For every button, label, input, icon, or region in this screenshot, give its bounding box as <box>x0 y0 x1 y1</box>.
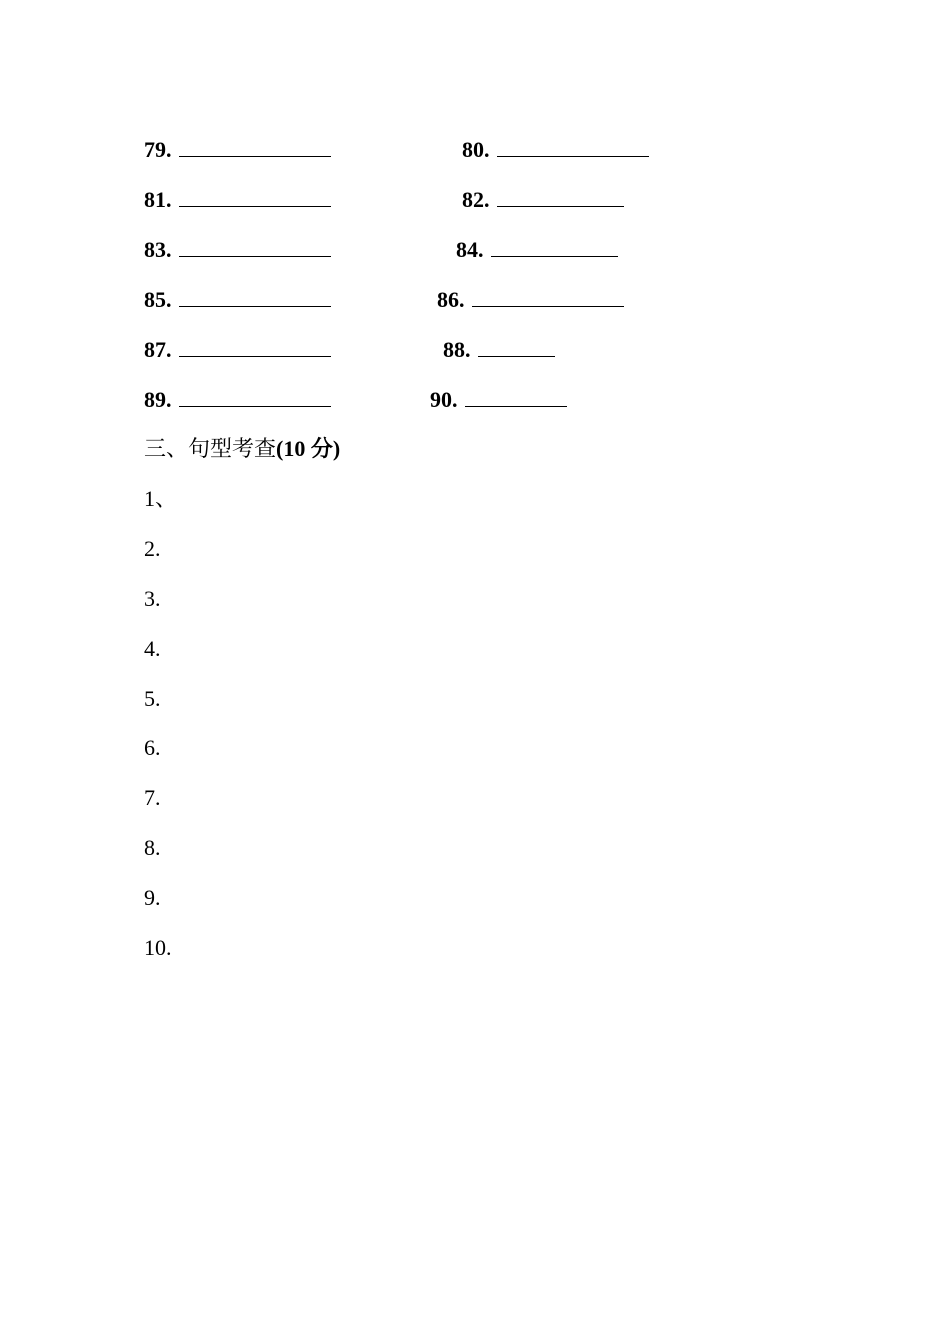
answer-number: 89. <box>144 387 172 412</box>
answer-blank[interactable] <box>179 186 331 207</box>
sentence-item-2: 2. <box>144 536 161 561</box>
answer-number: 82. <box>462 187 490 212</box>
answer-item-88 <box>443 335 555 365</box>
sentence-item-1: 1、 <box>144 486 178 511</box>
answer-item-84 <box>456 235 618 265</box>
sentence-item-3: 3. <box>144 586 161 611</box>
answer-blank[interactable] <box>179 136 331 157</box>
answer-number: 80. <box>462 137 490 162</box>
answer-number: 88. <box>443 337 471 362</box>
answer-row <box>0 285 950 315</box>
answer-blank[interactable] <box>179 336 331 357</box>
sentence-item-5: 5. <box>144 686 161 711</box>
answer-number: 90. <box>430 387 458 412</box>
answer-number: 87. <box>144 337 172 362</box>
answer-item-85 <box>144 285 331 315</box>
answer-row <box>0 385 950 415</box>
answer-row <box>0 335 950 365</box>
answer-item-81 <box>144 185 331 215</box>
section-points: (10 分) <box>276 436 341 461</box>
answer-blank[interactable] <box>465 386 567 407</box>
sentence-item-9: 9. <box>144 885 161 910</box>
answer-item-86 <box>437 285 624 315</box>
answer-item-82 <box>462 185 624 215</box>
answer-item-83 <box>144 235 331 265</box>
answer-number: 81. <box>144 187 172 212</box>
answer-item-90 <box>430 385 567 415</box>
answer-blank[interactable] <box>472 286 624 307</box>
answer-item-89 <box>144 385 331 415</box>
answer-blank[interactable] <box>179 386 331 407</box>
answer-item-87 <box>144 335 331 365</box>
sentence-item-10: 10. <box>144 935 172 960</box>
answer-blank[interactable] <box>491 236 618 257</box>
answer-row <box>0 235 950 265</box>
answer-number: 86. <box>437 287 465 312</box>
answer-row <box>0 185 950 215</box>
answer-blank[interactable] <box>478 336 555 357</box>
answer-number: 84. <box>456 237 484 262</box>
answer-blank[interactable] <box>179 236 331 257</box>
answer-blank[interactable] <box>179 286 331 307</box>
answer-number: 79. <box>144 137 172 162</box>
answer-row <box>0 135 950 165</box>
sentence-item-8: 8. <box>144 835 161 860</box>
section-title: 三、句型考查 <box>144 436 277 461</box>
sentence-item-7: 7. <box>144 785 161 810</box>
answer-number: 83. <box>144 237 172 262</box>
answer-blank[interactable] <box>497 186 624 207</box>
sentence-item-4: 4. <box>144 636 161 661</box>
section-heading <box>144 434 340 464</box>
sentence-item-6: 6. <box>144 735 161 760</box>
answer-item-80 <box>462 135 649 165</box>
answer-item-79 <box>144 135 331 165</box>
answer-blank[interactable] <box>497 136 649 157</box>
answer-number: 85. <box>144 287 172 312</box>
